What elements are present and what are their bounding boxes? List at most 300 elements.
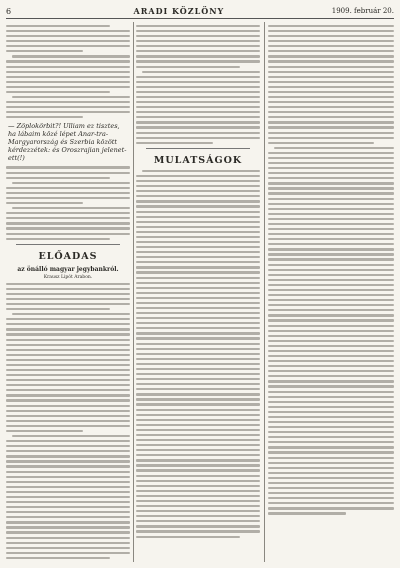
text-line-placeholder xyxy=(268,162,394,164)
text-line-placeholder xyxy=(6,106,130,108)
speaker-line: Krausz Lipót Arabon. xyxy=(43,274,93,280)
text-line-placeholder xyxy=(12,55,130,57)
text-line-placeholder xyxy=(268,350,394,352)
masthead xyxy=(6,4,394,18)
text-line-placeholder xyxy=(136,393,260,395)
text-line-placeholder xyxy=(136,475,260,477)
text-line-placeholder xyxy=(274,147,394,149)
text-line-placeholder xyxy=(268,258,394,260)
newspaper-title: ARADI KÖZLÖNY xyxy=(133,6,225,16)
text-line-placeholder xyxy=(136,55,260,57)
text-line-placeholder xyxy=(136,271,260,273)
text-line-placeholder xyxy=(268,284,394,286)
text-line-placeholder xyxy=(136,106,260,108)
text-line-placeholder xyxy=(136,60,260,62)
text-line-placeholder xyxy=(268,238,394,240)
text-line-placeholder xyxy=(6,379,130,381)
text-line-placeholder xyxy=(268,472,394,474)
text-line-placeholder xyxy=(268,497,394,499)
text-line-placeholder xyxy=(6,222,130,224)
text-line-placeholder xyxy=(268,269,394,271)
text-line-placeholder xyxy=(136,378,260,380)
text-line-placeholder xyxy=(6,172,130,174)
text-line-placeholder xyxy=(136,500,260,502)
text-line-placeholder xyxy=(136,256,260,258)
text-line-placeholder xyxy=(268,335,394,337)
text-line-placeholder xyxy=(6,303,130,305)
text-line-placeholder xyxy=(136,322,260,324)
text-line-placeholder xyxy=(268,421,394,423)
column-2 xyxy=(136,22,260,562)
text-line-placeholder xyxy=(6,384,130,386)
text-line-placeholder xyxy=(6,323,130,325)
text-line-placeholder xyxy=(268,152,394,154)
text-line-placeholder xyxy=(268,441,394,443)
text-line-placeholder xyxy=(268,86,394,88)
text-line-placeholder xyxy=(268,182,394,184)
text-line-placeholder xyxy=(6,35,130,37)
text-line-placeholder xyxy=(6,116,83,118)
text-line-placeholder xyxy=(6,40,130,42)
text-line-placeholder xyxy=(136,221,260,223)
text-line-placeholder xyxy=(6,45,130,47)
text-line-placeholder xyxy=(136,205,260,207)
text-line-placeholder xyxy=(268,309,394,311)
text-line-placeholder xyxy=(136,444,260,446)
text-line-placeholder xyxy=(6,486,130,488)
text-line-placeholder xyxy=(6,212,130,214)
column-1-text-top xyxy=(6,25,130,119)
text-line-placeholder xyxy=(136,398,260,400)
text-line-placeholder xyxy=(6,496,130,498)
text-line-placeholder xyxy=(136,429,260,431)
text-line-placeholder xyxy=(136,76,260,78)
text-line-placeholder xyxy=(268,106,394,108)
text-line-placeholder xyxy=(136,485,260,487)
text-line-placeholder xyxy=(136,297,260,299)
column-2-text-top xyxy=(136,25,260,144)
text-line-placeholder xyxy=(268,355,394,357)
text-line-placeholder xyxy=(136,216,260,218)
text-line-placeholder xyxy=(268,319,394,321)
text-line-placeholder xyxy=(268,360,394,362)
text-line-placeholder xyxy=(136,137,260,139)
newspaper-page xyxy=(6,4,394,564)
text-line-placeholder xyxy=(136,190,260,192)
text-line-placeholder xyxy=(268,101,394,103)
text-line-placeholder xyxy=(268,248,394,250)
text-line-placeholder xyxy=(268,142,374,144)
text-line-placeholder xyxy=(268,66,394,68)
header-rule xyxy=(6,18,394,19)
text-line-placeholder xyxy=(268,40,394,42)
text-line-placeholder xyxy=(6,491,130,493)
text-line-placeholder xyxy=(268,228,394,230)
text-line-placeholder xyxy=(12,313,130,315)
text-line-placeholder xyxy=(6,399,130,401)
text-line-placeholder xyxy=(268,55,394,57)
text-line-placeholder xyxy=(6,521,130,523)
text-line-placeholder xyxy=(6,359,130,361)
text-line-placeholder xyxy=(268,431,394,433)
text-line-placeholder xyxy=(136,200,260,202)
text-line-placeholder xyxy=(136,81,260,83)
text-line-placeholder xyxy=(6,364,130,366)
text-line-placeholder xyxy=(6,501,130,503)
text-line-placeholder xyxy=(6,166,130,168)
text-line-placeholder xyxy=(268,411,394,413)
text-line-placeholder xyxy=(6,197,130,199)
text-line-placeholder xyxy=(6,308,110,310)
text-line-placeholder xyxy=(268,76,394,78)
text-line-placeholder xyxy=(136,40,260,42)
text-line-placeholder xyxy=(136,287,260,289)
text-line-placeholder xyxy=(136,132,260,134)
text-line-placeholder xyxy=(6,91,110,93)
text-line-placeholder xyxy=(136,505,260,507)
issue-date: 1909. február 20. xyxy=(331,7,394,15)
text-line-placeholder xyxy=(268,299,394,301)
text-line-placeholder xyxy=(6,420,130,422)
text-line-placeholder xyxy=(6,217,130,219)
text-line-placeholder xyxy=(6,450,130,452)
text-line-placeholder xyxy=(6,557,110,559)
text-line-placeholder xyxy=(268,60,394,62)
text-line-placeholder xyxy=(268,223,394,225)
text-line-placeholder xyxy=(136,195,260,197)
text-line-placeholder xyxy=(136,292,260,294)
text-line-placeholder xyxy=(268,289,394,291)
text-line-placeholder xyxy=(136,373,260,375)
text-line-placeholder xyxy=(136,419,260,421)
text-line-placeholder xyxy=(136,226,260,228)
text-line-placeholder xyxy=(268,157,394,159)
text-line-placeholder xyxy=(136,121,260,123)
text-line-placeholder xyxy=(268,35,394,37)
text-line-placeholder xyxy=(268,45,394,47)
text-line-placeholder xyxy=(142,71,260,73)
text-line-placeholder xyxy=(136,116,260,118)
text-line-placeholder xyxy=(268,121,394,123)
text-line-placeholder xyxy=(136,231,260,233)
text-line-placeholder xyxy=(6,531,130,533)
text-line-placeholder xyxy=(136,180,260,182)
text-line-placeholder xyxy=(6,460,130,462)
text-line-placeholder xyxy=(136,282,260,284)
text-line-placeholder xyxy=(268,401,394,403)
text-line-placeholder xyxy=(6,344,130,346)
text-line-placeholder xyxy=(6,288,130,290)
text-line-placeholder xyxy=(6,394,130,396)
text-line-placeholder xyxy=(136,469,260,471)
text-line-placeholder xyxy=(136,510,260,512)
text-line-placeholder xyxy=(136,414,260,416)
text-line-placeholder xyxy=(6,238,110,240)
text-line-placeholder xyxy=(6,298,130,300)
column-separator xyxy=(133,22,134,562)
text-line-placeholder xyxy=(268,172,394,174)
text-line-placeholder xyxy=(268,457,394,459)
text-line-placeholder xyxy=(268,192,394,194)
text-line-placeholder xyxy=(268,213,394,215)
text-line-placeholder xyxy=(6,552,130,554)
text-line-placeholder xyxy=(268,81,394,83)
text-line-placeholder xyxy=(136,480,260,482)
text-line-placeholder xyxy=(268,325,394,327)
text-line-placeholder xyxy=(136,211,260,213)
divider xyxy=(146,148,250,149)
text-line-placeholder xyxy=(268,462,394,464)
text-line-placeholder xyxy=(268,482,394,484)
text-line-placeholder xyxy=(268,25,394,27)
text-line-placeholder xyxy=(6,481,130,483)
text-line-placeholder xyxy=(136,312,260,314)
column-3-text xyxy=(268,25,394,515)
column-separator xyxy=(264,22,265,562)
text-line-placeholder xyxy=(268,253,394,255)
text-line-placeholder xyxy=(6,111,130,113)
text-line-placeholder xyxy=(136,35,260,37)
text-line-placeholder xyxy=(268,446,394,448)
text-line-placeholder xyxy=(12,182,130,184)
text-line-placeholder xyxy=(268,467,394,469)
text-line-placeholder xyxy=(136,101,260,103)
text-line-placeholder xyxy=(268,426,394,428)
section-title: MULATSÁGOK xyxy=(153,154,243,166)
text-line-placeholder xyxy=(136,490,260,492)
text-line-placeholder xyxy=(268,451,394,453)
text-line-placeholder xyxy=(6,328,130,330)
text-line-placeholder xyxy=(6,339,130,341)
italic-quote: — Zöplokörbit?! Ulliam ez tisztes, ha lábaim közé lépet Anar-tra-Margyarország és Szerbia között kérdezzétek: és Oroszrajian jelenet-ett(!) xyxy=(8,122,127,163)
text-line-placeholder xyxy=(136,50,260,52)
column-1 xyxy=(6,22,130,562)
text-line-placeholder xyxy=(136,142,213,144)
text-line-placeholder xyxy=(136,175,260,177)
text-line-placeholder xyxy=(268,477,394,479)
text-line-placeholder xyxy=(268,264,394,266)
text-line-placeholder xyxy=(6,465,130,467)
text-line-placeholder xyxy=(136,439,260,441)
text-line-placeholder xyxy=(6,410,130,412)
text-line-placeholder xyxy=(268,167,394,169)
text-line-placeholder xyxy=(136,30,260,32)
text-line-placeholder xyxy=(6,526,130,528)
text-line-placeholder xyxy=(6,192,130,194)
text-line-placeholder xyxy=(6,430,83,432)
text-line-placeholder xyxy=(6,60,130,62)
text-line-placeholder xyxy=(6,86,130,88)
text-line-placeholder xyxy=(6,66,130,68)
text-line-placeholder xyxy=(136,454,260,456)
text-line-placeholder xyxy=(136,337,260,339)
text-line-placeholder xyxy=(6,76,130,78)
text-line-placeholder xyxy=(136,241,260,243)
text-line-placeholder xyxy=(268,203,394,205)
text-line-placeholder xyxy=(268,304,394,306)
text-line-placeholder xyxy=(6,202,83,204)
text-line-placeholder xyxy=(136,459,260,461)
text-line-placeholder xyxy=(136,449,260,451)
text-line-placeholder xyxy=(6,318,130,320)
announcement-title: ELŐADAS xyxy=(38,250,98,262)
text-line-placeholder xyxy=(6,405,130,407)
text-line-placeholder xyxy=(6,50,83,52)
divider xyxy=(16,244,120,245)
text-line-placeholder xyxy=(6,440,130,442)
text-line-placeholder xyxy=(142,170,260,172)
text-line-placeholder xyxy=(136,307,260,309)
text-line-placeholder xyxy=(268,91,394,93)
text-line-placeholder xyxy=(268,345,394,347)
text-line-placeholder xyxy=(6,374,130,376)
text-line-placeholder xyxy=(136,464,260,466)
text-line-placeholder xyxy=(136,266,260,268)
text-line-placeholder xyxy=(136,343,260,345)
text-line-placeholder xyxy=(136,86,260,88)
text-line-placeholder xyxy=(6,506,130,508)
text-line-placeholder xyxy=(136,277,260,279)
text-line-placeholder xyxy=(136,358,260,360)
text-line-placeholder xyxy=(268,177,394,179)
text-line-placeholder xyxy=(136,409,260,411)
text-line-placeholder xyxy=(268,375,394,377)
text-line-placeholder xyxy=(6,354,130,356)
text-line-placeholder xyxy=(136,185,260,187)
text-line-placeholder xyxy=(268,187,394,189)
text-line-placeholder xyxy=(6,293,130,295)
column-1-text-bottom xyxy=(6,283,130,559)
text-line-placeholder xyxy=(136,403,260,405)
text-line-placeholder xyxy=(136,353,260,355)
column-2-text-mid xyxy=(136,170,260,538)
text-line-placeholder xyxy=(268,279,394,281)
text-line-placeholder xyxy=(268,502,394,504)
text-line-placeholder xyxy=(6,25,110,27)
text-line-placeholder xyxy=(136,383,260,385)
announcement-subtitle: az önálló magyar jegybankról. xyxy=(17,265,119,273)
text-line-placeholder xyxy=(136,111,260,113)
text-line-placeholder xyxy=(136,515,260,517)
text-line-placeholder xyxy=(136,317,260,319)
page-number: 6 xyxy=(6,6,12,16)
text-line-placeholder xyxy=(136,96,260,98)
text-line-placeholder xyxy=(136,236,260,238)
text-line-placeholder xyxy=(136,388,260,390)
text-line-placeholder xyxy=(6,389,130,391)
text-line-placeholder xyxy=(268,50,394,52)
text-line-placeholder xyxy=(6,476,130,478)
text-line-placeholder xyxy=(6,233,130,235)
text-line-placeholder xyxy=(6,369,130,371)
text-line-placeholder xyxy=(268,116,394,118)
text-line-placeholder xyxy=(268,218,394,220)
text-line-placeholder xyxy=(136,332,260,334)
text-line-placeholder xyxy=(136,25,260,27)
text-line-placeholder xyxy=(6,471,130,473)
text-line-placeholder xyxy=(6,333,130,335)
text-line-placeholder xyxy=(268,365,394,367)
text-line-placeholder xyxy=(268,370,394,372)
text-line-placeholder xyxy=(268,314,394,316)
text-line-placeholder xyxy=(268,330,394,332)
text-line-placeholder xyxy=(136,434,260,436)
text-line-placeholder xyxy=(268,340,394,342)
text-line-placeholder xyxy=(268,436,394,438)
text-line-placeholder xyxy=(136,251,260,253)
text-line-placeholder xyxy=(268,71,394,73)
text-line-placeholder xyxy=(136,348,260,350)
text-line-placeholder xyxy=(136,66,240,68)
text-line-placeholder xyxy=(268,111,394,113)
text-line-placeholder xyxy=(268,294,394,296)
text-line-placeholder xyxy=(268,406,394,408)
text-line-placeholder xyxy=(136,45,260,47)
text-line-placeholder xyxy=(12,207,130,209)
text-line-placeholder xyxy=(6,177,110,179)
text-line-placeholder xyxy=(136,536,240,538)
text-line-placeholder xyxy=(268,391,394,393)
text-line-placeholder xyxy=(136,363,260,365)
text-line-placeholder xyxy=(6,227,130,229)
text-line-placeholder xyxy=(268,416,394,418)
text-line-placeholder xyxy=(136,126,260,128)
text-line-placeholder xyxy=(6,455,130,457)
text-line-placeholder xyxy=(268,208,394,210)
text-line-placeholder xyxy=(268,396,394,398)
text-line-placeholder xyxy=(6,511,130,513)
text-line-placeholder xyxy=(268,380,394,382)
text-line-placeholder xyxy=(6,547,130,549)
text-line-placeholder xyxy=(6,516,130,518)
text-line-placeholder xyxy=(136,91,260,93)
column-3 xyxy=(268,22,394,562)
text-line-placeholder xyxy=(136,368,260,370)
text-line-placeholder xyxy=(6,425,130,427)
text-line-placeholder xyxy=(6,101,130,103)
text-line-placeholder xyxy=(268,492,394,494)
text-line-placeholder xyxy=(268,385,394,387)
text-line-placeholder xyxy=(136,495,260,497)
text-line-placeholder xyxy=(268,487,394,489)
text-line-placeholder xyxy=(268,132,394,134)
text-line-placeholder xyxy=(268,96,394,98)
text-line-placeholder xyxy=(12,435,130,437)
text-line-placeholder xyxy=(268,126,394,128)
text-line-placeholder xyxy=(6,349,130,351)
text-line-placeholder xyxy=(268,233,394,235)
text-line-placeholder xyxy=(136,525,260,527)
text-line-placeholder xyxy=(6,30,130,32)
text-line-placeholder xyxy=(6,283,130,285)
text-line-placeholder xyxy=(136,520,260,522)
text-line-placeholder xyxy=(136,530,260,532)
text-line-placeholder xyxy=(6,542,130,544)
text-line-placeholder xyxy=(268,507,394,509)
text-line-placeholder xyxy=(136,327,260,329)
text-line-placeholder xyxy=(136,302,260,304)
text-line-placeholder xyxy=(6,445,130,447)
text-line-placeholder xyxy=(268,30,394,32)
text-line-placeholder xyxy=(136,246,260,248)
column-1-text-mid xyxy=(6,166,130,239)
text-line-placeholder xyxy=(6,187,130,189)
text-line-placeholder xyxy=(6,415,130,417)
text-line-placeholder xyxy=(268,243,394,245)
text-line-placeholder xyxy=(268,137,394,139)
text-line-placeholder xyxy=(136,424,260,426)
text-line-placeholder xyxy=(136,261,260,263)
